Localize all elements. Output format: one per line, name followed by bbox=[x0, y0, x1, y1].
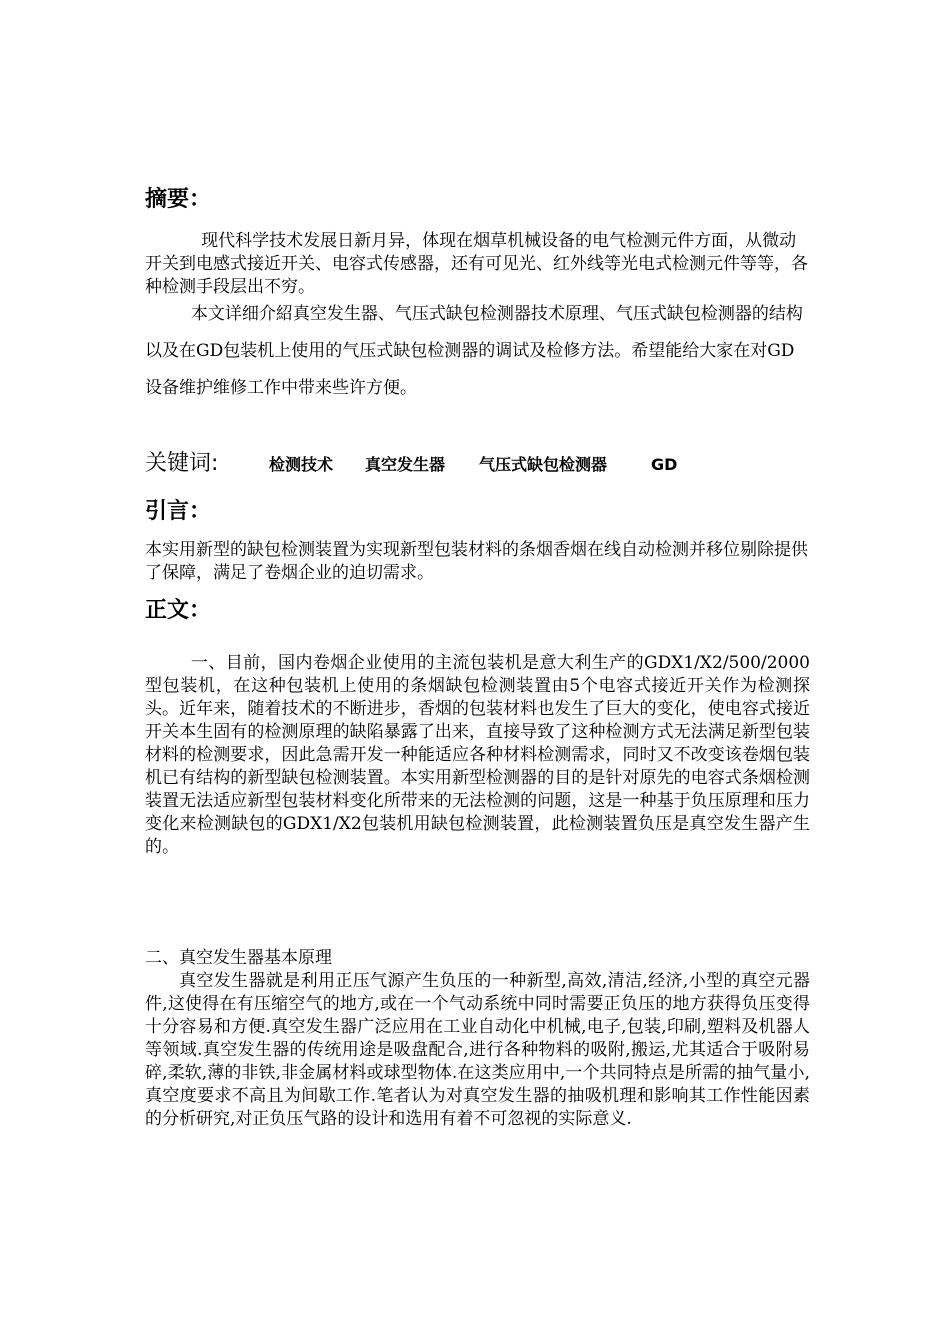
intro-heading: 引言： bbox=[145, 499, 212, 524]
keyword-item: 气压式缺包检测器 bbox=[479, 455, 608, 474]
abstract-paragraph-2: 本文详细介紹真空发生器、气压式缺包检测器技术原理、气压式缺包检测器的结构以及在GD包装机上使用的气压式缺包检测器的调试及检修方法。希望能给大家在对GD设备维护维修工作中带来些许方便。 bbox=[145, 304, 803, 398]
section-2-paragraph: 真空发生器就是利用正压气源产生负压的一种新型,高效,清洁,经济,小型的真空元器件,这使得在有压缩空气的地方,或在一个气动系统中同时需要正负压的地方获得负压变得十分容易和方便.真空发生器广泛应用在工业自动化中机械,电子,包装,印刷,塑料及机器人等领域.真空发生器的传统用途是吸盘配合,进行各种物料的吸附,搬运,尤其适合于吸附易碎,柔软,薄的非铁,非金属材料或球型物体.在这类应用中,一个共同特点是所需的抽气量小,真空度要求不高且为间歇工作.笔者认为对真空发生器的抽吸机理和影响其工作性能因素的分析研究,对正负压气路的设计和选用有着不可忽视的实际意义. bbox=[145, 971, 810, 1129]
keywords-row bbox=[145, 450, 810, 480]
body-heading: 正文： bbox=[145, 598, 212, 623]
keyword-item: GD bbox=[651, 455, 678, 474]
abstract-paragraph-1: 现代科学技术发展日新月异，体现在烟草机械设备的电气检测元件方面，从微动开关到电感式接近开关、电容式传感器，还有可见光、红外线等光电式检测元件等等，各种检测手段层出不穷。 bbox=[145, 231, 808, 297]
section-1-paragraph: 一、目前，国内卷烟企业使用的主流包装机是意大利生产的GDX1/X2/500/2000型包装机，在这种包装机上使用的条烟缺包检测装置由5个电容式接近开关作为检测探头。近年来，随着技术的不断进步，香烟的包装材料也发生了巨大的变化，使电容式接近开关本生固有的检测原理的缺陷暴露了出来，直接导致了这种检测方式无法满足新型包装材料的检测要求，因此急需开发一种能适应各种材料检测需求，同时又不改变该卷烟包装机已有结构的新型缺包检测装置。本实用新型检测器的目的是针对原先的电容式条烟检测装置无法适应新型包装材料变化所带来的无法检测的问题，这是一种基于负压原理和压力变化来检测缺包的GDX1/X2包装机用缺包检测装置，此检测装置负压是真空发生器产生的。 bbox=[145, 653, 810, 857]
keyword-item: 检测技术 bbox=[269, 455, 334, 474]
keywords-label: 关键词: bbox=[145, 451, 219, 476]
section-2-title: 二、真空发生器基本原理 bbox=[145, 948, 332, 968]
abstract-heading: 摘要： bbox=[145, 187, 212, 212]
intro-paragraph: 本实用新型的缺包检测装置为实现新型包装材料的条烟香烟在线自动检测并移位剔除提供了保障，满足了卷烟企业的迫切需求。 bbox=[145, 540, 808, 583]
keyword-item: 真空发生器 bbox=[365, 455, 446, 474]
